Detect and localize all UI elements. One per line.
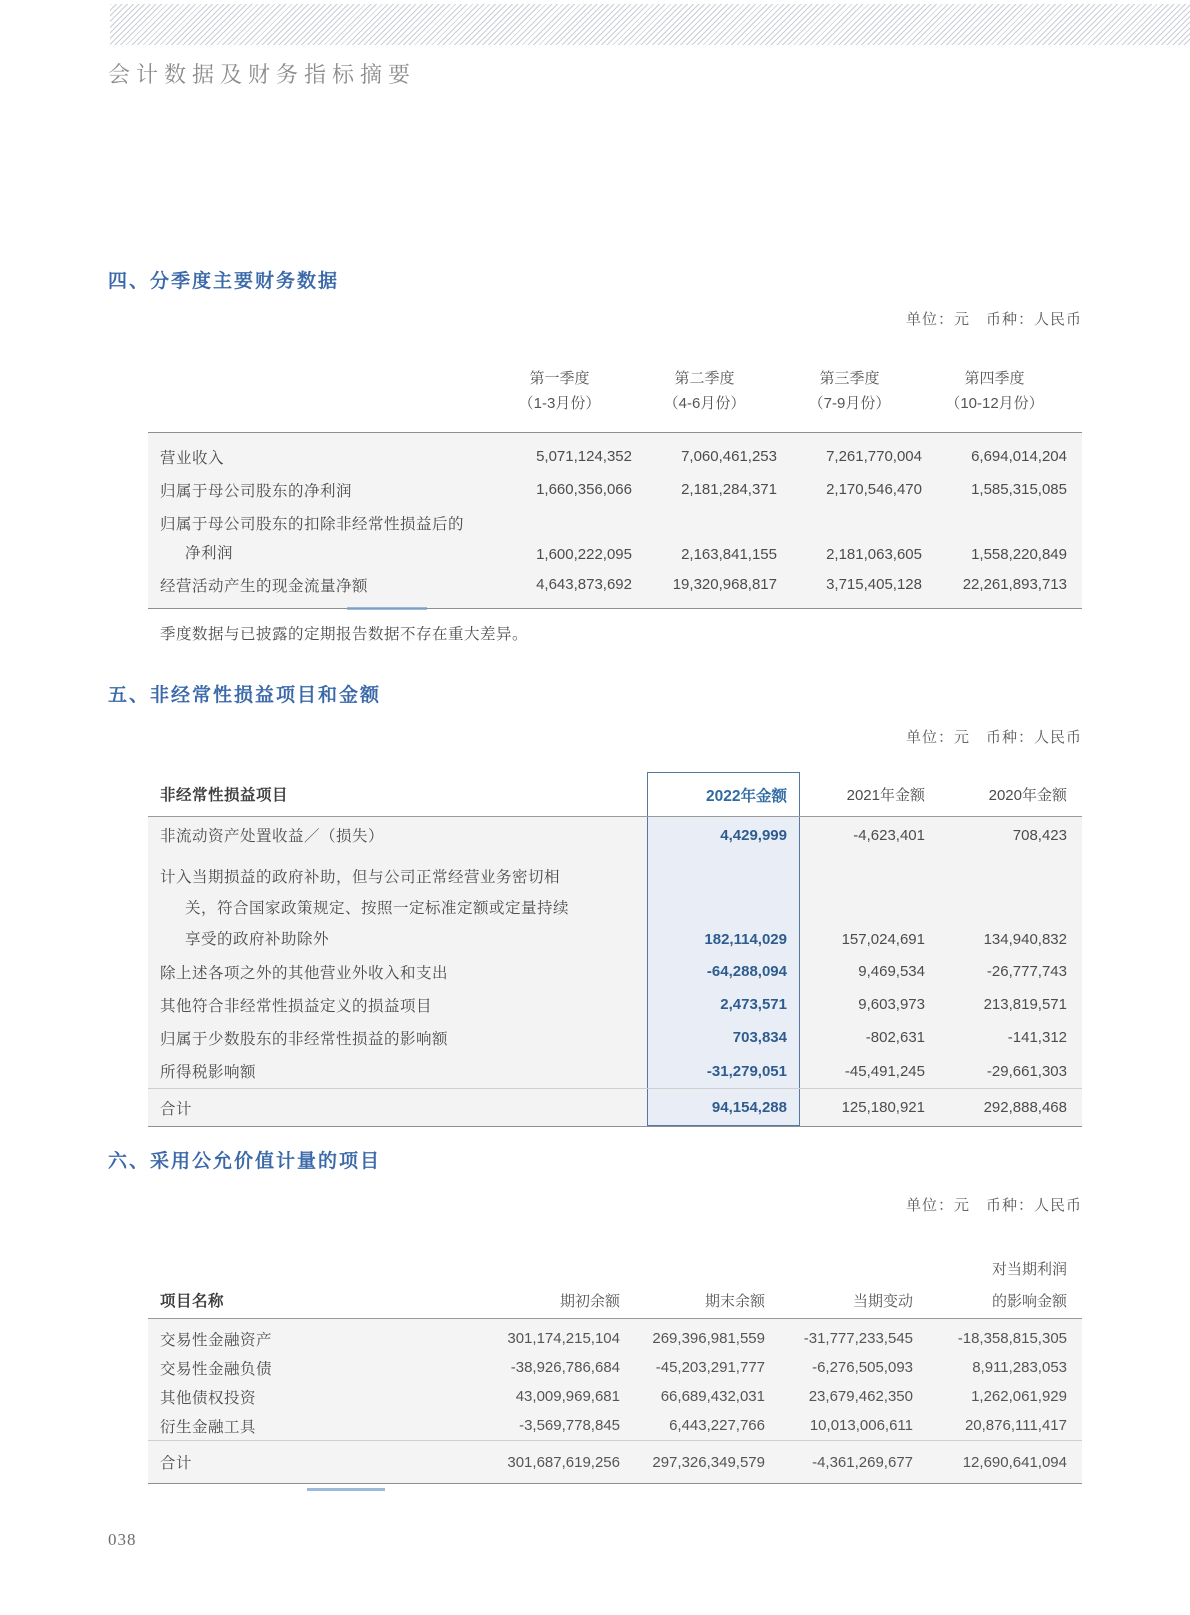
value-2022-cell: 703,834 [647,1021,800,1054]
value-cell: -3,569,778,845 [519,1417,620,1434]
column-header-q4 [922,366,1067,416]
value-2021-cell: 157,024,691 [841,931,925,948]
value-cell: 2,181,063,605 [826,546,922,563]
value-2022-cell: 2,473,571 [647,988,800,1021]
value-2021-cell: -45,491,245 [844,1062,925,1080]
total-value-cell: 301,687,619,256 [507,1453,620,1471]
total-2022-cell: 94,154,288 [647,1089,800,1126]
header-spacer [148,366,487,416]
total-2021-cell: 125,180,921 [841,1099,925,1116]
table-row-total [148,1441,1082,1483]
column-header-line2: （10-12月份） [945,395,1044,412]
table-row-net-profit-excl-nonrecurring [148,506,1082,568]
nonrecurring-table-header [148,772,1082,817]
table-row-derivative-instruments [148,1411,1082,1440]
column-header-2022-highlighted: 2022年金额 [647,772,800,816]
value-2021-cell: -802,631 [865,1029,925,1046]
column-header-line1: 第三季度 [819,370,880,387]
page-number: 038 [108,1530,137,1549]
table-row-total [148,1089,1082,1126]
column-header-line2: （1-3月份） [518,395,601,412]
table-row-government-subsidies [148,853,1082,955]
table-row-other-debt-investments [148,1382,1082,1411]
value-cell: 4,643,873,692 [536,576,632,593]
row-label-line3: 享受的政府补助除外 [185,931,330,948]
value-cell: 66,689,432,031 [660,1388,765,1405]
value-cell: 43,009,969,681 [515,1388,620,1405]
column-header-opening-balance: 期初余额 [559,1292,620,1310]
value-cell: 1,558,220,849 [971,546,1067,563]
value-2020-cell: 708,423 [1012,826,1067,844]
total-2020-cell: 292,888,468 [983,1099,1067,1116]
column-header-q2 [632,366,777,416]
value-cell: 19,320,968,817 [672,576,777,593]
row-label: 其他符合非经常性损益定义的损益项目 [160,997,433,1015]
row-label: 营业收入 [160,449,225,467]
column-header-profit-impact-line2: 的影响金额 [991,1292,1067,1310]
fair-value-items-table [148,1242,1082,1484]
fair-value-table-header [148,1242,1082,1319]
total-value-cell: -4,361,269,677 [812,1453,913,1471]
row-label-line1: 归属于母公司股东的扣除非经常性损益后的 [160,516,465,533]
header-hatch-decoration [110,4,1190,45]
table-row-net-profit [148,473,1082,506]
header-upper-line [148,1254,1082,1282]
table-row-minority-interest-effect [148,1021,1082,1054]
value-cell: 301,174,215,104 [507,1330,620,1347]
value-cell: 10,013,006,611 [809,1417,913,1434]
column-header-profit-impact-line1: 对当期利润 [991,1260,1067,1278]
value-2020-cell: 134,940,832 [983,931,1067,948]
value-cell: 2,170,546,470 [826,481,922,498]
page-title: 会计数据及财务指标摘要 [108,62,417,87]
column-header-line2: （4-6月份） [663,395,746,412]
row-label-line2: 关，符合国家政策规定、按照一定标准定额或定量持续 [185,900,570,917]
table-row-other-nonrecurring-items [148,988,1082,1021]
value-cell: 1,600,222,095 [536,546,632,563]
value-cell: 7,060,461,253 [681,448,777,465]
value-cell: -6,276,505,093 [812,1359,913,1376]
row-label: 归属于母公司股东的净利润 [160,482,353,500]
section5-unit-note: 单位：元 币种：人民币 [905,729,1082,746]
column-header-2020: 2020年金额 [988,786,1067,804]
value-cell: 2,163,841,155 [681,546,777,563]
column-header-item: 项目名称 [160,1293,225,1310]
total-value-cell: 12,690,641,094 [962,1453,1067,1471]
total-value-cell: 297,326,349,579 [652,1453,765,1471]
quarterly-financial-table [148,366,1082,609]
value-cell: 8,911,283,053 [972,1359,1067,1376]
row-label-line2: 净利润 [185,545,234,562]
scan-artifact-line [307,1488,385,1491]
header-main-line [148,1282,1082,1318]
column-header-q1 [487,366,632,416]
quarterly-table-header [148,366,1082,432]
value-cell: 5,071,124,352 [536,448,632,465]
row-label: 其他债权投资 [160,1389,257,1407]
value-cell: 22,261,893,713 [962,576,1067,593]
section6-unit-note: 单位：元 币种：人民币 [905,1197,1082,1214]
value-cell: 23,679,462,350 [808,1388,913,1405]
row-label: 所得税影响额 [160,1064,257,1081]
quarterly-table-body [148,432,1082,609]
column-header-line2: （7-9月份） [808,395,891,412]
nonrecurring-items-table [148,772,1082,1127]
value-cell: 1,585,315,085 [971,481,1067,498]
value-2020-cell: -141,312 [1007,1029,1067,1046]
value-cell: 6,694,014,204 [971,448,1067,465]
value-cell: -38,926,786,684 [510,1359,620,1376]
table-row-operating-cash-flow [148,568,1082,601]
row-label-line1: 计入当期损益的政府补助，但与公司正常经营业务密切相 [160,869,561,886]
value-2022-cell: -64,288,094 [647,955,800,988]
value-cell: -18,358,815,305 [957,1330,1067,1347]
value-2020-cell: 213,819,571 [983,996,1067,1013]
section4-note: 季度数据与已披露的定期报告数据不存在重大差异。 [160,626,529,643]
table-row-disposal-gains [148,817,1082,853]
table-row-trading-financial-liabilities [148,1353,1082,1382]
value-cell: 3,715,405,128 [826,576,922,593]
value-cell: 2,181,284,371 [681,481,777,498]
row-label: 衍生金融工具 [160,1418,257,1436]
value-2020-cell: -29,661,303 [986,1062,1067,1080]
value-cell: 7,261,770,004 [826,448,922,465]
total-label: 合计 [160,1100,193,1118]
value-2022-cell: 182,114,029 [647,853,800,955]
nonrecurring-table-body [148,817,1082,1127]
value-cell: 269,396,981,559 [652,1330,765,1347]
value-cell: 6,443,227,766 [669,1417,765,1434]
table-row-trading-financial-assets [148,1324,1082,1353]
value-2021-cell: 9,603,973 [858,996,925,1013]
value-2022-cell: -31,279,051 [647,1054,800,1088]
value-2021-cell: 9,469,534 [858,963,925,980]
value-2020-cell: -26,777,743 [986,963,1067,980]
fair-value-table-body [148,1319,1082,1484]
column-header-line1: 第二季度 [674,370,735,387]
row-label: 交易性金融资产 [160,1331,273,1349]
table-row-revenue [148,440,1082,473]
section5-title: 五、非经常性损益项目和金额 [108,685,382,706]
table-row-income-tax-effect [148,1054,1082,1088]
column-header-current-change: 当期变动 [852,1292,913,1310]
value-cell: -45,203,291,777 [655,1359,765,1376]
section4-unit-note: 单位：元 币种：人民币 [905,311,1082,328]
column-header-closing-balance: 期末余额 [704,1292,765,1310]
column-header-q3 [777,366,922,416]
value-2021-cell: -4,623,401 [853,826,925,844]
row-label: 除上述各项之外的其他营业外收入和支出 [160,964,449,982]
value-cell: 20,876,111,417 [964,1417,1067,1434]
value-2022-cell: 4,429,999 [647,817,800,853]
total-label: 合计 [160,1455,193,1472]
row-label: 非流动资产处置收益／（损失） [160,828,385,845]
table-row-other-nonoperating [148,955,1082,988]
value-cell: 1,262,061,929 [971,1388,1067,1405]
value-cell: 1,660,356,066 [536,481,632,498]
value-cell: -31,777,233,545 [803,1330,913,1347]
column-header-line1: 第一季度 [529,370,590,387]
row-label: 经营活动产生的现金流量净额 [160,577,369,595]
row-label: 交易性金融负债 [160,1360,273,1378]
row-label [148,510,487,568]
section4-title: 四、分季度主要财务数据 [108,271,340,292]
row-label: 归属于少数股东的非经常性损益的影响额 [160,1030,449,1048]
section6-title: 六、采用公允价值计量的项目 [108,1151,382,1172]
row-label [148,862,647,955]
scan-artifact-line [347,607,427,610]
column-header-line1: 第四季度 [964,370,1025,387]
column-header-2021: 2021年金额 [846,786,925,804]
column-header-item: 非经常性损益项目 [160,787,289,804]
